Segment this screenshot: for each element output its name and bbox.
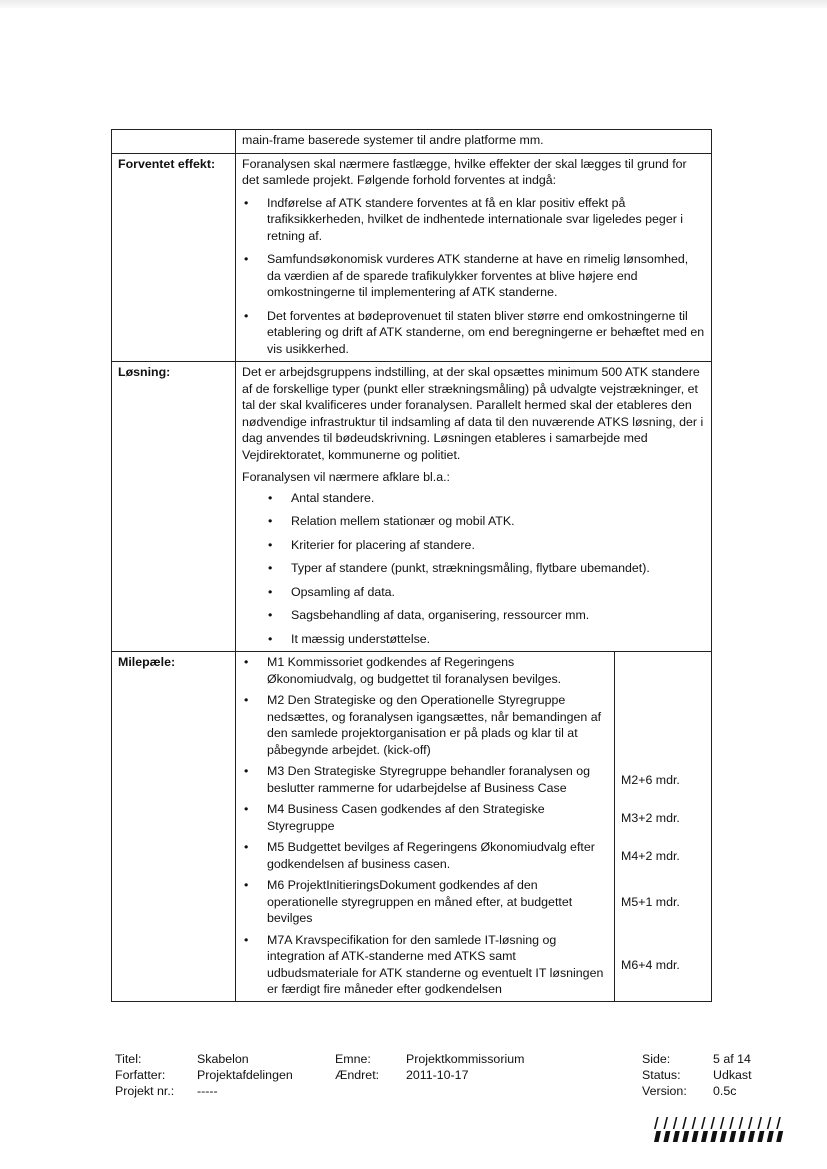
effekt-intro: Foranalysen skal nærmere fastlægge, hvilke effekter der skal lægges til grund for det samlede projekt. Følgende forhold forventes at indgå: — [242, 156, 687, 187]
barcode-block — [673, 1131, 680, 1142]
forventet-effekt-label: Forventet effekt: — [112, 153, 236, 362]
list-item: • Opsamling af data. — [242, 584, 705, 601]
status-label: Status: — [642, 1068, 681, 1082]
footer-row-2 — [115, 1067, 765, 1083]
milestone-text: • M1 Kommissoriet godkendes af Regeringens Økonomiudvalg, og budgettet til foranalysen bevilges. — [242, 654, 606, 687]
empty-label-cell — [112, 130, 236, 154]
milestone-text: • M3 Den Strategiske Styregruppe behandler foranalysen og beslutter rammerne for udarbejdelse af Business Case — [242, 763, 606, 796]
milestone-text: • M4 Business Casen godkendes af den Strategiske Styregruppe — [242, 801, 606, 834]
milestone-row — [236, 837, 711, 875]
barcode-block — [767, 1131, 774, 1142]
barcode-block — [748, 1131, 755, 1142]
milestone-duration: M5+1 mdr. — [615, 875, 712, 930]
milestone-row — [236, 930, 711, 1001]
barcode-block — [739, 1131, 746, 1142]
effekt-bullet-list — [242, 195, 705, 358]
barcode-block — [682, 1131, 689, 1142]
milestone-duration — [615, 652, 712, 690]
barcode-stroke — [757, 1117, 762, 1129]
milepaele-content — [236, 652, 712, 1002]
table-row-losning — [112, 362, 712, 652]
barcode-block — [757, 1131, 764, 1142]
table-row-forventet-effekt — [112, 153, 712, 362]
losning-para-2: Foranalysen vil nærmere afklare bl.a.: — [242, 470, 450, 484]
commission-table — [111, 129, 712, 1002]
scan-edge — [0, 0, 827, 8]
milestone-table — [236, 652, 711, 1001]
list-item: • Indførelse af ATK standere forventes at få en klar positiv effekt på trafiksikkerheden, hvilket de indhentede internationale svar ligeledes peger i retning af. — [242, 195, 705, 245]
barcode-stroke — [729, 1117, 734, 1129]
milestone-duration: M2+6 mdr. — [615, 761, 712, 799]
barcode-stroke — [701, 1117, 706, 1129]
projekt-value: ----- — [197, 1084, 218, 1098]
barcode-block — [692, 1131, 699, 1142]
milestone-row — [236, 875, 711, 930]
side-label: Side: — [642, 1052, 671, 1066]
losning-bullet-list — [242, 490, 705, 648]
titel-value: Skabelon — [197, 1052, 249, 1066]
barcode-stroke — [692, 1117, 697, 1129]
footer-row-1 — [115, 1051, 765, 1067]
barcode-block — [663, 1131, 670, 1142]
milestone-duration — [615, 690, 712, 761]
projekt-label: Projekt nr.: — [115, 1084, 175, 1098]
barcode-block — [776, 1131, 783, 1142]
barcode-stroke — [776, 1117, 781, 1129]
version-value: 0.5c — [713, 1084, 737, 1098]
list-item: • Antal standere. — [242, 490, 705, 507]
aendret-label: Ændret: — [335, 1068, 380, 1082]
losning-content — [236, 362, 712, 652]
barcode-stroke — [682, 1117, 687, 1129]
forfatter-value: Projektafdelingen — [197, 1068, 293, 1082]
milestone-row — [236, 799, 711, 837]
losning-para-1: Det er arbejdsgruppens indstilling, at der skal opsættes minimum 500 ATK standere af de forskellige typer (punkt eller strækningsmåling) på udvalgte vejstrækninger, et tal der skal kvalificeres under foranalysen. Parallelt hermed skal der etableres den nødvendige infrastruktur til indsamling af data til den nuværende ATKS løsning, der i dag anvendes til bødeudskrivning. Løsningen etableres i samarbejde med Vejdirektoratet, kommunerne og politiet. — [242, 365, 704, 462]
barcode-stroke — [739, 1117, 744, 1129]
list-item: • It mæssig understøttelse. — [242, 631, 705, 648]
barcode-block — [729, 1131, 736, 1142]
milestone-text: • M2 Den Strategiske og den Operationelle Styregruppe nedsættes, og foranalysen igangsættes, når bemandingen af den samlede projektorganisation er på plads og klar til at påbegynde arbejdet. (kick-off) — [242, 692, 606, 758]
barcode-stroke — [710, 1117, 715, 1129]
forfatter-label: Forfatter: — [115, 1068, 166, 1082]
barcode-stroke — [663, 1117, 668, 1129]
losning-label: Løsning: — [112, 362, 236, 652]
table-row-continuation — [112, 130, 712, 154]
footer-row-3 — [115, 1083, 765, 1099]
barcode-block — [720, 1131, 727, 1142]
side-value: 5 af 14 — [713, 1052, 751, 1066]
status-value: Udkast — [713, 1068, 752, 1082]
aendret-value: 2011-10-17 — [406, 1068, 469, 1082]
milestone-text: • M6 ProjektInitieringsDokument godkendes af den operationelle styregruppen en måned efter, at budgettet bevilges — [242, 877, 606, 927]
barcode-block — [710, 1131, 717, 1142]
barcode-stroke — [720, 1117, 725, 1129]
barcode-stroke — [673, 1117, 678, 1129]
barcode-icon — [652, 1116, 786, 1144]
barcode-block — [701, 1131, 708, 1142]
milestone-text: • M7A Kravspecifikation for den samlede IT-løsning og integration af ATK-standerne med ATKS samt udbudsmateriale for ATK standerne og eventuelt IT løsningen er færdigt fire måneder efter godkendelsen — [242, 932, 606, 998]
milestone-row — [236, 761, 711, 799]
list-item: • Kriterier for placering af standere. — [242, 537, 705, 554]
barcode-stroke — [767, 1117, 772, 1129]
list-item: • Samfundsøkonomisk vurderes ATK standerne at have en rimelig lønsomhed, da værdien af de sparede trafikulykker forventes at blive højere end omkostningerne til implementering af ATK standerne. — [242, 251, 705, 301]
forventet-effekt-content — [236, 153, 712, 362]
milepaele-label: Milepæle: — [112, 652, 236, 1002]
milestone-duration: M6+4 mdr. — [615, 930, 712, 1001]
page-footer — [115, 1051, 765, 1099]
milestone-duration: M3+2 mdr. — [615, 799, 712, 837]
milestone-row — [236, 652, 711, 690]
barcode-block — [654, 1131, 661, 1142]
table-row-milepaele — [112, 652, 712, 1002]
milestone-duration: M4+2 mdr. — [615, 837, 712, 875]
list-item: • Det forventes at bødeprovenuet til staten bliver større end omkostningerne til etablering og drift af ATK standerne, om end beregningerne er behæftet med en vis usikkerhed. — [242, 308, 705, 358]
list-item: • Relation mellem stationær og mobil ATK. — [242, 513, 705, 530]
list-item: • Typer af standere (punkt, strækningsmåling, flytbare ubemandet). — [242, 560, 705, 577]
emne-label: Emne: — [335, 1052, 371, 1066]
milestone-text: • M5 Budgettet bevilges af Regeringens Økonomiudvalg efter godkendelsen af business casen. — [242, 839, 606, 872]
titel-label: Titel: — [115, 1052, 142, 1066]
barcode-stroke — [748, 1117, 753, 1129]
barcode-stroke — [654, 1117, 659, 1129]
continuation-text: main-frame baserede systemer til andre platforme mm. — [236, 130, 712, 154]
emne-value: Projektkommissorium — [406, 1052, 525, 1066]
milestone-row — [236, 690, 711, 761]
list-item: • Sagsbehandling af data, organisering, ressourcer mm. — [242, 607, 705, 624]
version-label: Version: — [642, 1084, 687, 1098]
